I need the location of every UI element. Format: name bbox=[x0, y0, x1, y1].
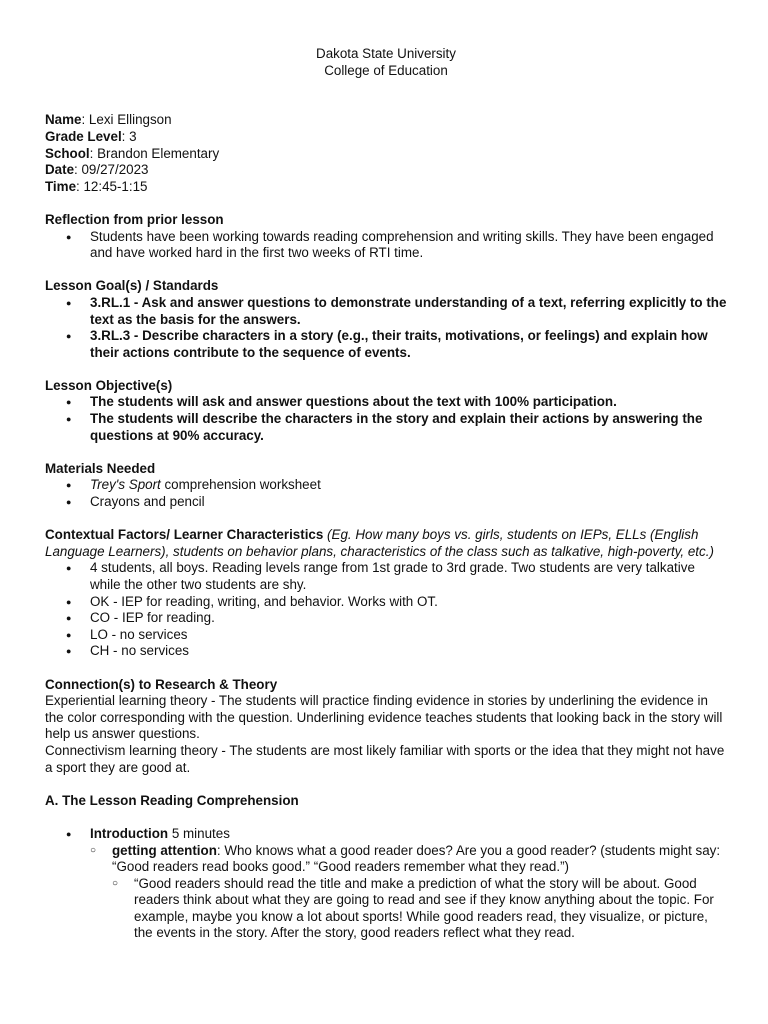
college-name: College of Education bbox=[324, 62, 448, 78]
objectives-heading: Lesson Objective(s) bbox=[45, 377, 173, 393]
grade-line: Grade Level: 3 bbox=[45, 128, 137, 144]
list-item: ● Crayons and pencil bbox=[45, 494, 727, 511]
list-item: ● 3.RL.3 - Describe characters in a story (e.g., their traits, motivations, or feelings) and explain how their actions contribute to the sequence of events. bbox=[45, 328, 727, 361]
research-paragraph: Connectivism learning theory - The students are most likely familiar with sports or the idea that they might not have a sport they are good at. bbox=[45, 742, 725, 775]
lesson-subsublist bbox=[112, 876, 727, 942]
contextual-list bbox=[45, 560, 727, 660]
list-item: ● 4 students, all boys. Reading levels range from 1st grade to 3rd grade. Two students are very talkative while the other two students are shy. bbox=[45, 560, 727, 593]
goals-list bbox=[45, 295, 727, 361]
list-item: ● CO - IEP for reading. bbox=[45, 610, 727, 627]
list-item: ● 3.RL.1 - Ask and answer questions to demonstrate understanding of a text, referring explicitly to the text as the basis for the answers. bbox=[45, 295, 727, 328]
research-paragraph: Experiential learning theory - The students will practice finding evidence in stories by underlining the evidence in the color corresponding with the question. Underlining evidence teaches students that looking back in the story will help us answer questions. bbox=[45, 693, 723, 742]
list-item: ● The students will ask and answer questions about the text with 100% participation. bbox=[45, 394, 727, 411]
materials-heading: Materials Needed bbox=[45, 460, 156, 476]
lesson-heading: A. The Lesson Reading Comprehension bbox=[45, 792, 299, 808]
list-item: ● Trey's Sport comprehension worksheet bbox=[45, 477, 727, 494]
list-item: ● LO - no services bbox=[45, 627, 727, 644]
lesson-list bbox=[45, 826, 727, 942]
list-item: ● CH - no services bbox=[45, 643, 727, 660]
list-item: ● OK - IEP for reading, writing, and behavior. Works with OT. bbox=[45, 594, 727, 611]
list-item: ● The students will describe the characters in the story and explain their actions by answering the questions at 90% accuracy. bbox=[45, 411, 727, 444]
time-line: Time: 12:45-1:15 bbox=[45, 178, 148, 194]
objectives-list bbox=[45, 394, 727, 444]
school-line: School: Brandon Elementary bbox=[45, 145, 220, 161]
lesson-sublist bbox=[90, 843, 727, 943]
list-item: ● Students have been working towards reading comprehension and writing skills. They have been engaged and have worked hard in the first two weeks of RTI time. bbox=[45, 229, 727, 262]
list-item: ● Introduction 5 minutes ○ getting attention: Who knows what a good reader does? Are you a good reader? (students might say: “Good readers read books good.” “Good readers remember what they read.”) ○ “Good readers should read the title and make a prediction of what the story will be about. Good readers think about what they are going to read and see if they know anything about the topic. For example, maybe you know a lot about sports! While good readers read, they visualize, or picture, the events in the story. After the story, good readers reflect what they read. bbox=[45, 826, 727, 942]
document-page bbox=[45, 46, 727, 942]
list-item: ○ “Good readers should read the title and make a prediction of what the story will be about. Good readers think about what they are going to read and see if they know anything about the topic. For example, maybe you know a lot about sports! While good readers read, they visualize, or picture, the events in the story. After the story, good readers reflect what they read. bbox=[112, 876, 727, 942]
list-item: ○ getting attention: Who knows what a good reader does? Are you a good reader? (students might say: “Good readers read books good.” “Good readers remember what they read.”) ○ “Good readers should read the title and make a prediction of what the story will be about. Good readers think about what they are going to read and see if they know anything about the topic. For example, maybe you know a lot about sports! While good readers read, they visualize, or picture, the events in the story. After the story, good readers reflect what they read. bbox=[90, 843, 727, 943]
university-name: Dakota State University bbox=[316, 46, 456, 61]
contextual-heading: Contextual Factors/ Learner Characteristics (Eg. How many boys vs. girls, students on IEPs, ELLs (English Language Learners), students on behavior plans, characteristics of the class such as talkative, high-poverty, etc.) bbox=[45, 527, 714, 559]
goals-heading: Lesson Goal(s) / Standards bbox=[45, 278, 219, 294]
name-line: Name: Lexi Ellingson bbox=[45, 112, 172, 128]
reflection-heading: Reflection from prior lesson bbox=[45, 211, 224, 227]
date-line: Date: 09/27/2023 bbox=[45, 162, 149, 178]
materials-list bbox=[45, 477, 727, 510]
reflection-list bbox=[45, 229, 727, 262]
research-heading: Connection(s) to Research & Theory bbox=[45, 676, 278, 692]
